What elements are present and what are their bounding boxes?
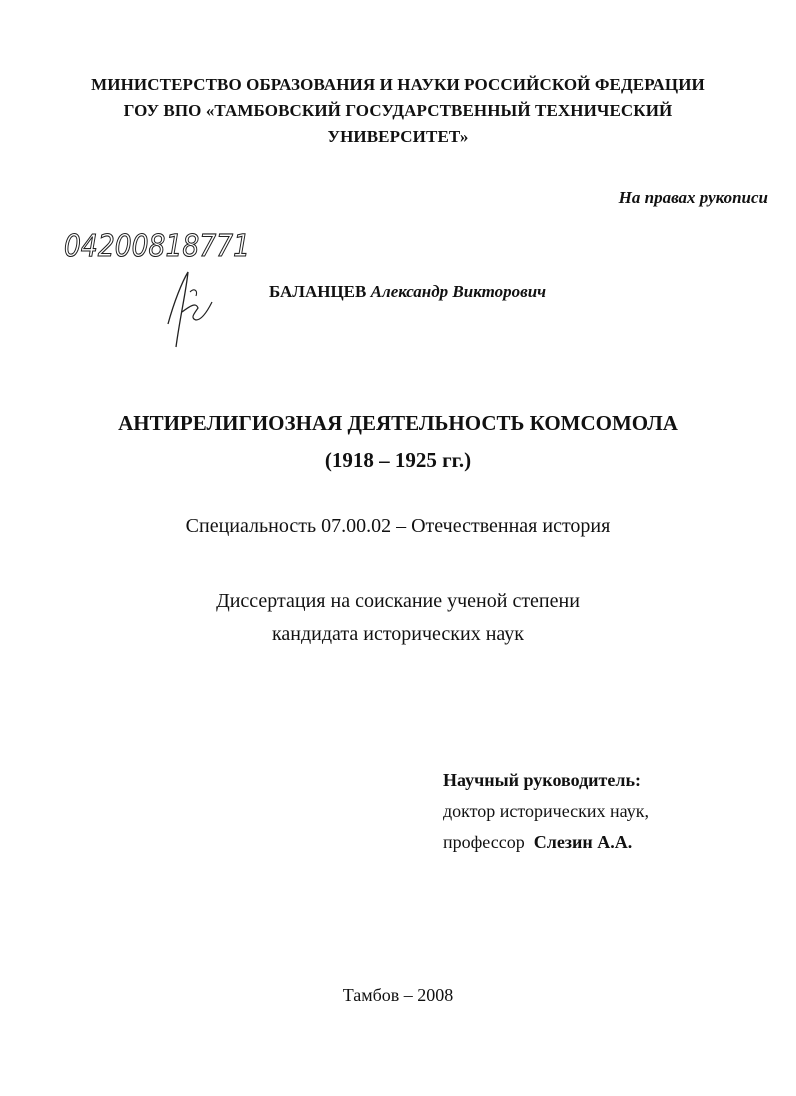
author-name: Александр Викторович: [370, 282, 547, 301]
title-line-1: АНТИРЕЛИГИОЗНАЯ ДЕЯТЕЛЬНОСТЬ КОМСОМОЛА: [118, 411, 678, 435]
specialty: Специальность 07.00.02 – Отечественная история: [185, 515, 611, 537]
supervisor-block: [443, 765, 649, 858]
supervisor-degree: доктор исторических наук,: [443, 801, 649, 821]
supervisor-position: профессор: [443, 832, 525, 852]
ministry-line-2: ГОУ ВПО «ТАМБОВСКИЙ ГОСУДАРСТВЕННЫЙ ТЕХНИЧЕСКИЙ: [123, 101, 673, 120]
city-year: Тамбов – 2008: [342, 985, 454, 1005]
handwritten-number-text: 04200818771: [64, 229, 250, 264]
author: [269, 282, 546, 302]
author-surname: БАЛАНЦЕВ: [269, 282, 367, 301]
title-line-2: (1918 – 1925 гг.): [324, 448, 472, 472]
thesis-statement: [0, 585, 796, 651]
thesis-line-2: кандидата исторических наук: [271, 623, 525, 645]
ministry-header: [0, 72, 796, 150]
ministry-line-3: УНИВЕРСИТЕТ»: [327, 127, 469, 146]
manuscript-note: На правах рукописи: [618, 188, 768, 207]
dissertation-title: [0, 405, 796, 479]
ministry-line-1: МИНИСТЕРСТВО ОБРАЗОВАНИЯ И НАУКИ РОССИЙСКОЙ ФЕДЕРАЦИИ: [91, 75, 705, 94]
supervisor-heading: Научный руководитель:: [443, 770, 641, 790]
thesis-line-1: Диссертация на соискание ученой степени: [216, 590, 580, 612]
signature: [150, 262, 230, 352]
supervisor-name: Слезин А.А.: [533, 832, 633, 852]
